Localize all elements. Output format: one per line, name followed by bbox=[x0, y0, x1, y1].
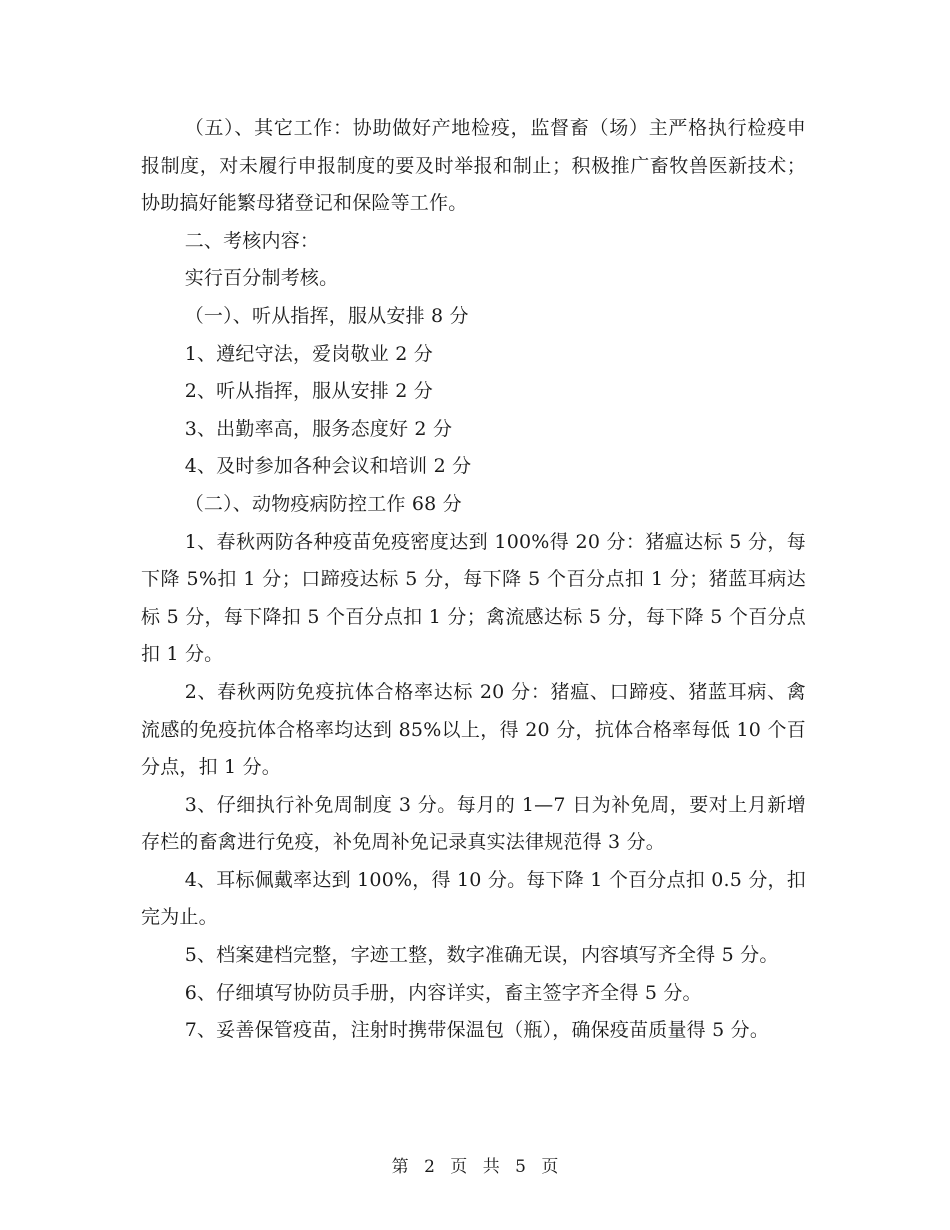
list-item: 7、妥善保管疫苗，注射时携带保温包（瓶），确保疫苗质量得 5 分。 bbox=[184, 1019, 770, 1042]
footer-total-label: 共 bbox=[482, 1157, 500, 1177]
footer-mid: 页 bbox=[450, 1157, 468, 1177]
list-item: 4、及时参加各种会议和培训 2 分 bbox=[184, 455, 472, 478]
list-item: 1、春秋两防各种疫苗免疫密度达到 100%得 20 分：猪瘟达标 5 分，每下降 5%扣 1 分；口蹄疫达标 5 分，每下降 5 个百分点扣 1 分；猪蓝耳病达标 5 分，每下降扣 5 个百分点扣 1 分；禽流感达标 5 分，每下降 5 个百分点扣 1 分。 bbox=[141, 530, 806, 666]
document-body bbox=[141, 110, 806, 1050]
list-item: 6、仔细填写协防员手册，内容详实，畜主签字齐全得 5 分。 bbox=[184, 981, 702, 1004]
footer-current-page: 2 bbox=[424, 1157, 435, 1177]
subsection-heading-1: （一）、听从指挥，服从安排 8 分 bbox=[184, 304, 469, 327]
footer-total-pages: 5 bbox=[515, 1157, 526, 1177]
paragraph-other-work: （五）、其它工作：协助做好产地检疫，监督畜（场）主严格执行检疫申报制度，对未履行申报制度的要及时举报和制止；积极推广畜牧兽医新技术；协助搞好能繁母猪登记和保险等工作。 bbox=[141, 117, 806, 215]
footer-prefix: 第 bbox=[391, 1157, 409, 1177]
list-item: 5、档案建档完整，字迹工整，数字准确无误，内容填写齐全得 5 分。 bbox=[184, 944, 779, 967]
page-footer bbox=[0, 1152, 950, 1177]
subsection-heading-2: （二）、动物疫病防控工作 68 分 bbox=[184, 492, 462, 515]
section-heading-assessment: 二、考核内容： bbox=[184, 229, 320, 252]
list-item: 1、遵纪守法，爱岗敬业 2 分 bbox=[184, 342, 433, 365]
footer-suffix: 页 bbox=[541, 1157, 559, 1177]
list-item: 3、出勤率高，服务态度好 2 分 bbox=[184, 417, 453, 440]
list-item: 2、听从指挥，服从安排 2 分 bbox=[184, 380, 433, 403]
list-item: 3、仔细执行补免周制度 3 分。每月的 1—7 日为补免周，要对上月新增存栏的畜禽进行免疫，补免周补免记录真实法律规范得 3 分。 bbox=[141, 793, 806, 854]
list-item: 2、春秋两防免疫抗体合格率达标 20 分：猪瘟、口蹄疫、猪蓝耳病、禽流感的免疫抗体合格率均达到 85%以上，得 20 分，抗体合格率每低 10 个百分点，扣 1 分。 bbox=[141, 680, 806, 779]
list-item: 4、耳标佩戴率达到 100%，得 10 分。每下降 1 个百分点扣 0.5 分，扣完为止。 bbox=[141, 868, 806, 929]
paragraph-scoring-system: 实行百分制考核。 bbox=[184, 267, 339, 290]
